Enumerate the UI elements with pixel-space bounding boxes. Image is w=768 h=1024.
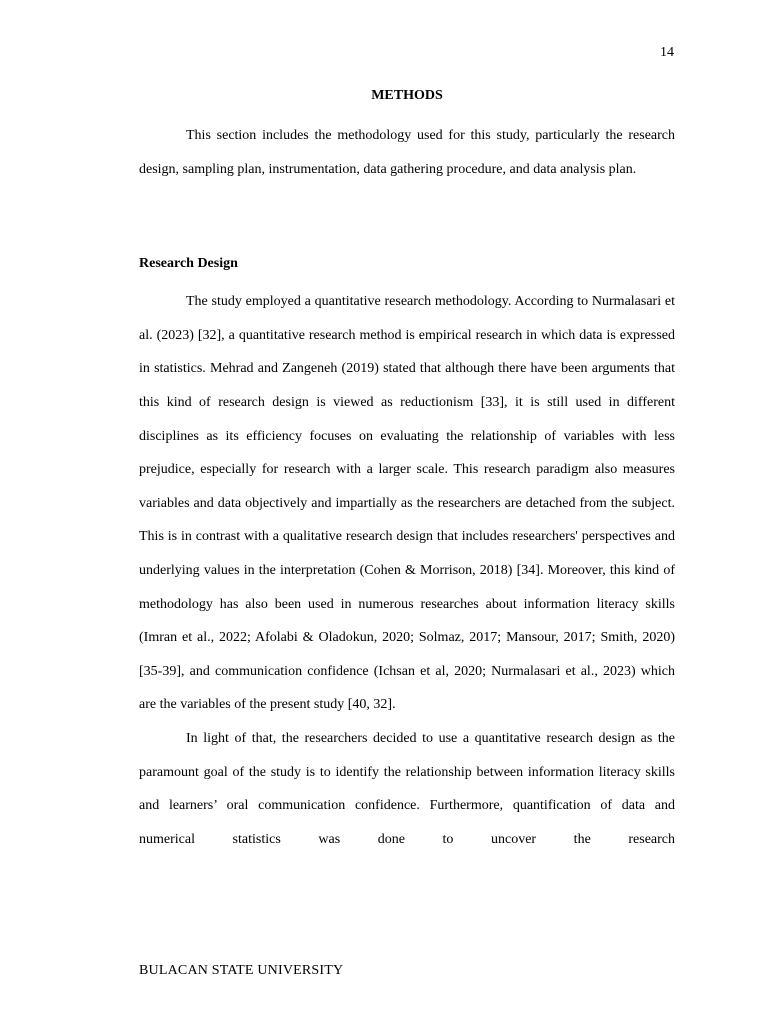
page-content [139,86,675,856]
footer-university-name: BULACAN STATE UNIVERSITY [139,963,344,978]
methods-heading: METHODS [371,88,443,103]
page-number: 14 [660,45,674,60]
research-design-paragraph-2: In light of that, the researchers decided to use a quantitative research design as the paramount goal of the study is to identify the relationship between information literacy skills and learners’ oral communication confidence. Furthermore, quantification of data and numerical statistics was done to uncover the research [139,730,675,847]
research-design-heading: Research Design [139,256,238,272]
methods-intro-paragraph: This section includes the methodology used for this study, particularly the research design, sampling plan, instrumentation, data gathering procedure, and data analysis plan. [139,128,675,177]
research-design-paragraph-1: The study employed a quantitative research methodology. According to Nurmalasari et al. (2023) [32], a quantitative research method is empirical research in which data is expressed in statistics. Mehrad and Zangeneh (2019) stated that although there have been arguments that this kind of research design is viewed as reductionism [33], it is still used in different disciplines as its efficiency focuses on evaluating the relationship of variables with less prejudice, especially for research with a larger scale. This research paradigm also measures variables and data objectively and impartially as the researchers are detached from the subject. This is in contrast with a qualitative research design that includes researchers' perspectives and underlying values in the interpretation (Cohen & Morrison, 2018) [34]. Moreover, this kind of methodology has also been used in numerous researches about information literacy skills (Imran et al., 2022; Afolabi & Oladokun, 2020; Solmaz, 2017; Mansour, 2017; Smith, 2020) [35-39], and communication confidence (Ichsan et al, 2020; Nurmalasari et al., 2023) which are the variables of the present study [40, 32]. [139,294,675,713]
section-spacer [139,186,675,252]
